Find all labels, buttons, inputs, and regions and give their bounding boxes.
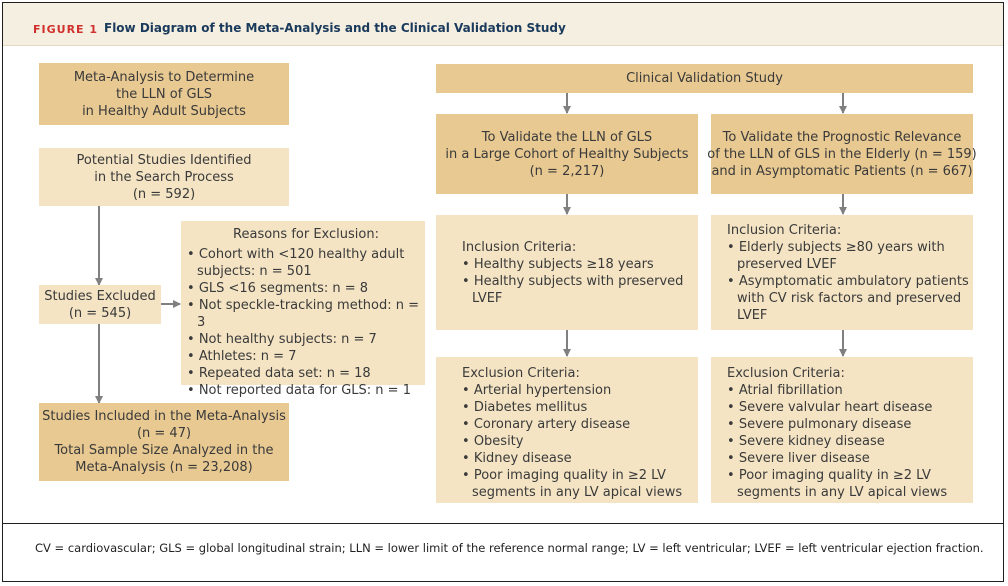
right-title-line-1: To Validate the Prognostic Relevance: [722, 129, 962, 145]
figure-label: FIGURE 1: [33, 23, 99, 36]
exclusion-item: • Kidney disease: [462, 450, 698, 467]
reasons-list: [187, 246, 425, 399]
left-inclusion-box: [436, 215, 698, 330]
exclusion-item: • Arterial hypertension: [462, 382, 698, 399]
reason-item: • Athletes: n = 7: [187, 348, 425, 365]
exclusion-item: • Severe pulmonary disease: [727, 416, 973, 433]
exclusion-item: • Coronary artery disease: [462, 416, 698, 433]
inclusion-item: • Healthy subjects with preserved LVEF: [462, 273, 698, 307]
identified-line-1: Potential Studies Identified: [76, 152, 252, 168]
meta-head-line-1: Meta-Analysis to Determine: [73, 69, 255, 85]
right-inclusion-list: [727, 239, 973, 324]
studies-excluded-box: [39, 285, 161, 324]
exclusion-item: • Severe liver disease: [727, 450, 973, 467]
reason-item: • Cohort with <120 healthy adult subjects: n = 501: [187, 246, 425, 280]
reasons-title: Reasons for Exclusion:: [233, 227, 379, 242]
included-line-3: Total Sample Size Analyzed in the: [54, 443, 274, 458]
inclusion-item: • Healthy subjects ≥18 years: [462, 256, 698, 273]
clinical-validation-head-box: [436, 64, 973, 93]
included-line-2: (n = 47): [136, 426, 192, 441]
excluded-line-2: (n = 545): [68, 305, 132, 321]
left-title-line-1: To Validate the LLN of GLS: [481, 129, 653, 145]
left-title-line-3: (n = 2,217): [529, 163, 605, 179]
exclusion-item: • Diabetes mellitus: [462, 399, 698, 416]
exclusion-item: • Severe kidney disease: [727, 433, 973, 450]
clinical-head-text: Clinical Validation Study: [626, 71, 783, 86]
reasons-for-exclusion-box: [181, 221, 425, 398]
figure-frame: [2, 2, 1004, 582]
exclusion-item: • Poor imaging quality in ≥2 LV segments in any LV apical views: [727, 467, 973, 501]
left-inclusion-title: Inclusion Criteria:: [462, 240, 577, 255]
right-inclusion-title: Inclusion Criteria:: [727, 223, 842, 238]
left-exclusion-title: Exclusion Criteria:: [462, 366, 580, 381]
right-title-line-2: of the LLN of GLS in the Elderly (n = 159): [707, 146, 977, 162]
exclusion-item: • Obesity: [462, 433, 698, 450]
right-title-line-3: and in Asymptomatic Patients (n = 667): [711, 163, 973, 179]
excluded-line-1: Studies Excluded: [44, 288, 156, 304]
healthy-cohort-box: [436, 114, 698, 194]
left-inclusion-list: [462, 256, 698, 307]
reason-item: • Not reported data for GLS: n = 1: [187, 382, 425, 399]
included-line-4: Meta-Analysis (n = 23,208): [75, 460, 253, 475]
identified-line-3: (n = 592): [132, 186, 196, 202]
exclusion-item: • Severe valvular heart disease: [727, 399, 973, 416]
right-exclusion-list: [727, 382, 973, 501]
inclusion-item: • Asymptomatic ambulatory patients with CV risk factors and preserved LVEF: [727, 273, 973, 324]
figure-title: Flow Diagram of the Meta-Analysis and the Clinical Validation Study: [104, 21, 566, 35]
meta-head-line-2: the LLN of GLS: [115, 86, 213, 102]
meta-head-line-3: in Healthy Adult Subjects: [82, 103, 246, 119]
identified-line-2: in the Search Process: [94, 169, 234, 185]
right-exclusion-title: Exclusion Criteria:: [727, 366, 845, 381]
left-title-line-2: in a Large Cohort of Healthy Subjects: [445, 146, 689, 162]
left-exclusion-box: [436, 357, 698, 503]
right-inclusion-box: [711, 215, 973, 330]
included-line-1: Studies Included in the Meta-Analysis: [42, 409, 286, 424]
reason-item: • Not speckle-tracking method: n = 3: [187, 297, 425, 331]
exclusion-item: • Atrial fibrillation: [727, 382, 973, 399]
footer-divider: [3, 523, 1003, 524]
left-exclusion-list: [462, 382, 698, 501]
exclusion-item: • Poor imaging quality in ≥2 LV segments in any LV apical views: [462, 467, 698, 501]
prognostic-relevance-box: [707, 114, 977, 194]
meta-analysis-head-box: [39, 63, 289, 125]
inclusion-item: • Elderly subjects ≥80 years with preserved LVEF: [727, 239, 973, 273]
reason-item: • Repeated data set: n = 18: [187, 365, 425, 382]
reason-item: • Not healthy subjects: n = 7: [187, 331, 425, 348]
reason-item: • GLS <16 segments: n = 8: [187, 280, 425, 297]
right-exclusion-box: [711, 357, 973, 503]
studies-included-box: [39, 403, 289, 481]
footnote: CV = cardiovascular; GLS = global longitudinal strain; LLN = lower limit of the reference normal range; LV = left ventricular; LVEF = left ventricular ejection fraction.: [35, 541, 984, 555]
potential-studies-box: [39, 148, 289, 206]
